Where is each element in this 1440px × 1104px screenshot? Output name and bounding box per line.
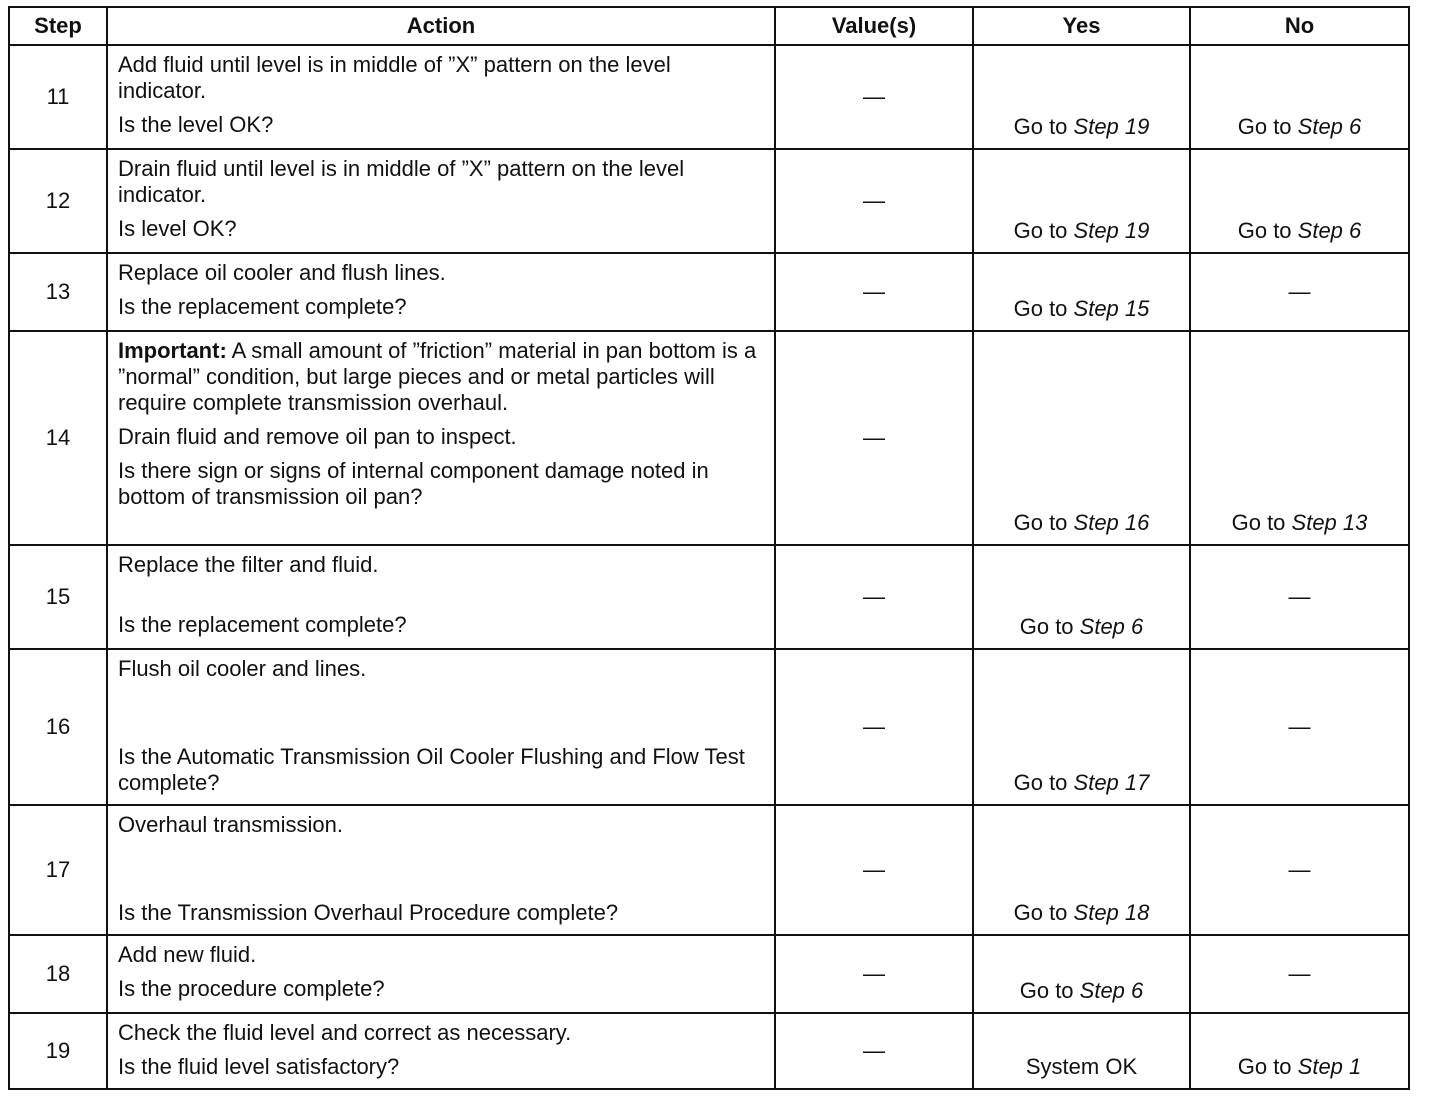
action-cell (107, 253, 775, 331)
value-cell: — (775, 1013, 973, 1089)
action-line: Is the Automatic Transmission Oil Cooler Flushing and Flow Test complete? (118, 744, 745, 795)
value-cell: — (775, 331, 973, 545)
outcome-prefix: Go to (1231, 510, 1292, 535)
no-outcome (1190, 545, 1409, 649)
step-number: 16 (9, 649, 107, 805)
table-row (9, 805, 1409, 935)
header-no: No (1190, 7, 1409, 45)
action-line: Is the procedure complete? (118, 976, 385, 1001)
value-cell: — (775, 649, 973, 805)
action-cell (107, 805, 775, 935)
step-number: 14 (9, 331, 107, 545)
step-number: 12 (9, 149, 107, 253)
table-row (9, 45, 1409, 149)
yes-outcome (973, 253, 1190, 331)
action-line: Is the Transmission Overhaul Procedure complete? (118, 900, 619, 925)
no-outcome (1190, 45, 1409, 149)
step-reference-link[interactable]: Step 18 (1073, 900, 1150, 925)
outcome-text: — (1288, 584, 1311, 609)
outcome-text: — (1288, 279, 1311, 304)
outcome-text: — (1288, 857, 1311, 882)
outcome-prefix: Go to (1013, 900, 1074, 925)
yes-outcome (973, 149, 1190, 253)
no-outcome (1190, 805, 1409, 935)
diagnostic-table-page (8, 6, 1408, 1090)
action-line: Drain fluid until level is in middle of ”X” pattern on the level indicator. (118, 156, 685, 207)
yes-outcome (973, 331, 1190, 545)
outcome-prefix: Go to (1237, 114, 1298, 139)
step-reference-link[interactable]: Step 6 (1079, 614, 1144, 639)
outcome-text: — (1288, 961, 1311, 986)
step-number: 19 (9, 1013, 107, 1089)
table-row (9, 649, 1409, 805)
action-line: Important: A small amount of ”friction” material in pan bottom is a ”normal” condition, but large pieces and or metal particles will require complete transmission overhaul. (118, 338, 757, 415)
outcome-prefix: Go to (1013, 114, 1074, 139)
step-number: 17 (9, 805, 107, 935)
action-line: Is there sign or signs of internal component damage noted in bottom of transmission oil pan? (118, 458, 709, 509)
step-reference-link[interactable]: Step 6 (1297, 114, 1362, 139)
step-reference-link[interactable]: Step 6 (1297, 218, 1362, 243)
action-line: Replace the filter and fluid. (118, 552, 379, 577)
value-cell: — (775, 149, 973, 253)
no-outcome (1190, 253, 1409, 331)
outcome-prefix: Go to (1013, 510, 1074, 535)
important-label: Important: (118, 338, 227, 363)
action-cell (107, 331, 775, 545)
value-cell: — (775, 805, 973, 935)
yes-outcome (973, 545, 1190, 649)
action-line: Is the fluid level satisfactory? (118, 1054, 400, 1079)
yes-outcome (973, 649, 1190, 805)
step-number: 11 (9, 45, 107, 149)
step-reference-link[interactable]: Step 13 (1291, 510, 1368, 535)
step-reference-link[interactable]: Step 16 (1073, 510, 1150, 535)
table-row (9, 253, 1409, 331)
value-cell: — (775, 253, 973, 331)
step-reference-link[interactable]: Step 19 (1073, 114, 1150, 139)
action-line: Flush oil cooler and lines. (118, 656, 367, 681)
action-line: Is the replacement complete? (118, 294, 407, 319)
table-header-row (9, 7, 1409, 45)
table-body (9, 45, 1409, 1089)
value-cell: — (775, 45, 973, 149)
table-row (9, 331, 1409, 545)
step-reference-link[interactable]: Step 6 (1079, 978, 1144, 1003)
action-cell (107, 649, 775, 805)
action-cell (107, 935, 775, 1013)
step-number: 15 (9, 545, 107, 649)
action-line: Is the level OK? (118, 112, 274, 137)
outcome-text: — (1288, 714, 1311, 739)
no-outcome (1190, 331, 1409, 545)
table-row (9, 935, 1409, 1013)
step-number: 13 (9, 253, 107, 331)
outcome-prefix: Go to (1013, 296, 1074, 321)
action-cell (107, 1013, 775, 1089)
outcome-prefix: Go to (1013, 218, 1074, 243)
outcome-prefix: Go to (1237, 1054, 1298, 1079)
header-yes: Yes (973, 7, 1190, 45)
action-cell (107, 45, 775, 149)
action-line: Is the replacement complete? (118, 612, 407, 637)
no-outcome (1190, 1013, 1409, 1089)
yes-outcome (973, 805, 1190, 935)
step-reference-link[interactable]: Step 17 (1073, 770, 1150, 795)
no-outcome (1190, 149, 1409, 253)
diagnostic-steps-table (8, 6, 1410, 1090)
action-line: Replace oil cooler and flush lines. (118, 260, 446, 285)
outcome-prefix: Go to (1013, 770, 1074, 795)
header-action: Action (107, 7, 775, 45)
table-row (9, 1013, 1409, 1089)
header-step: Step (9, 7, 107, 45)
step-reference-link[interactable]: Step 1 (1297, 1054, 1362, 1079)
step-reference-link[interactable]: Step 15 (1073, 296, 1150, 321)
table-row (9, 149, 1409, 253)
step-number: 18 (9, 935, 107, 1013)
step-reference-link[interactable]: Step 19 (1073, 218, 1150, 243)
no-outcome (1190, 649, 1409, 805)
outcome-prefix: Go to (1019, 978, 1080, 1003)
action-line: Is level OK? (118, 216, 237, 241)
value-cell: — (775, 935, 973, 1013)
no-outcome (1190, 935, 1409, 1013)
action-cell (107, 149, 775, 253)
value-cell: — (775, 545, 973, 649)
table-row (9, 545, 1409, 649)
action-line: Add fluid until level is in middle of ”X” pattern on the level indicator. (118, 52, 671, 103)
yes-outcome (973, 1013, 1190, 1089)
action-line: Overhaul transmission. (118, 812, 343, 837)
action-line: Add new fluid. (118, 942, 257, 967)
action-line: Drain fluid and remove oil pan to inspect. (118, 424, 517, 449)
outcome-text: System OK (1025, 1054, 1138, 1079)
action-cell (107, 545, 775, 649)
outcome-prefix: Go to (1019, 614, 1080, 639)
yes-outcome (973, 935, 1190, 1013)
action-line: Check the fluid level and correct as necessary. (118, 1020, 572, 1045)
outcome-prefix: Go to (1237, 218, 1298, 243)
yes-outcome (973, 45, 1190, 149)
header-values: Value(s) (775, 7, 973, 45)
